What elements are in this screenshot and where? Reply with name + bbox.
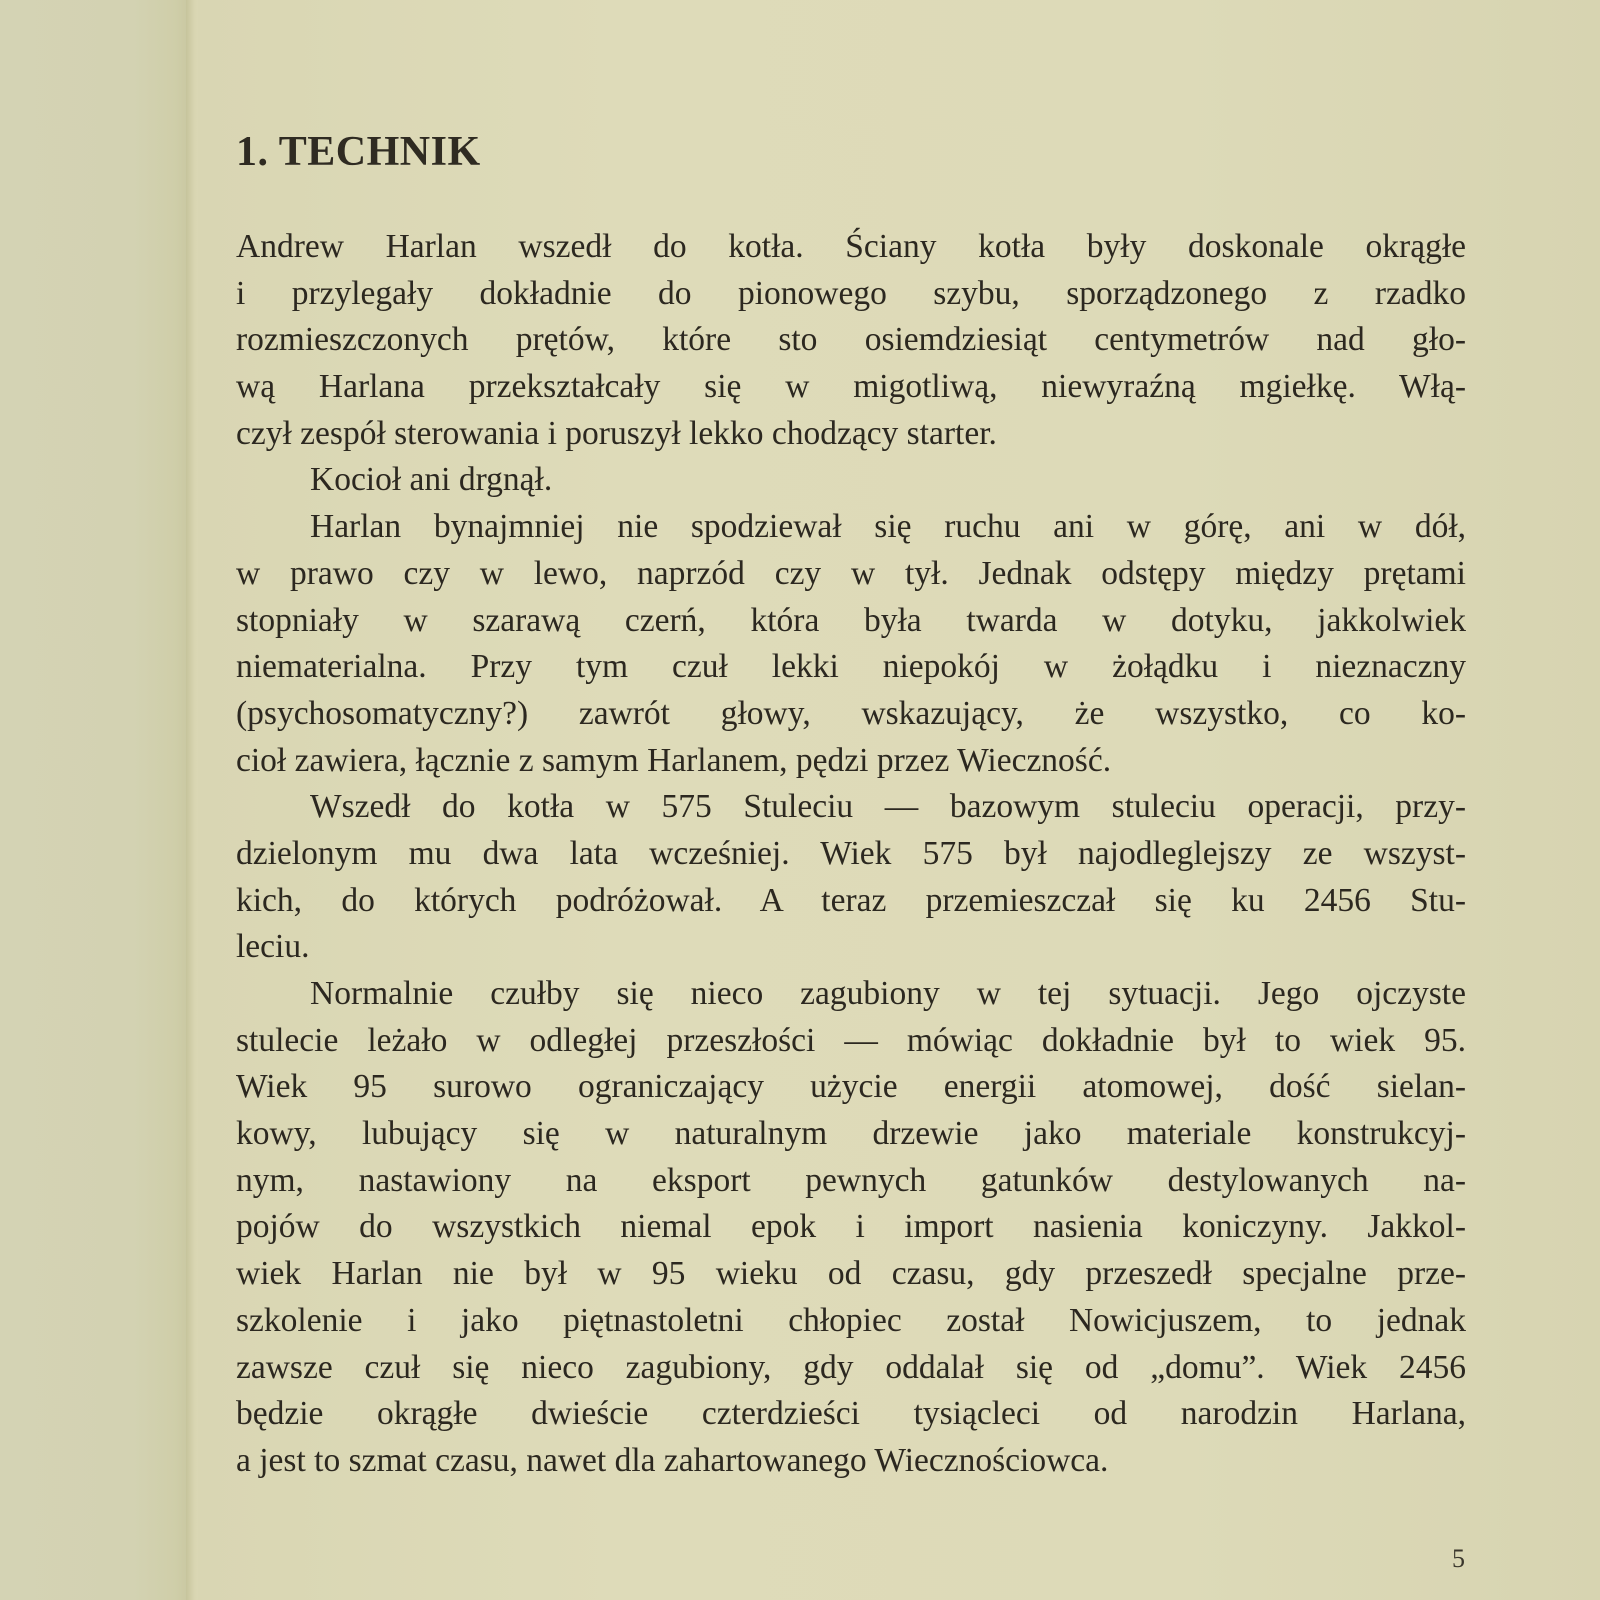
text-line: rozmieszczonych prętów, które sto osiemdziesiąt centymetrów nad gło-	[236, 321, 1466, 359]
text-line: kich, do których podróżował. A teraz przemieszczał się ku 2456 Stu-	[236, 881, 1466, 919]
text-line: niematerialna. Przy tym czuł lekki niepokój w żołądku i nieznaczny	[236, 648, 1466, 686]
text-line: zawsze czuł się nieco zagubiony, gdy oddalał się od „domu”. Wiek 2456	[236, 1348, 1466, 1386]
text-line: pojów do wszystkich niemal epok i import nasienia koniczyny. Jakkol-	[236, 1208, 1466, 1246]
text-line: Andrew Harlan wszedł do kotła. Ściany kotła były doskonale okrągłe	[236, 228, 1466, 265]
text-line: czył zespół sterowania i poruszył lekko chodzący starter.	[236, 414, 997, 452]
text-line: szkolenie i jako piętnastoletni chłopiec został Nowicjuszem, to jednak	[236, 1301, 1466, 1339]
text-line: stulecie leżało w odległej przeszłości — mówiąc dokładnie był to wiek 95.	[236, 1021, 1466, 1059]
text-line: stopniały w szarawą czerń, która była twarda w dotyku, jakkolwiek	[236, 601, 1466, 639]
page-number: 5	[1452, 1544, 1465, 1573]
chapter-title: 1. TECHNIK	[236, 129, 481, 175]
text-line: nym, nastawiony na eksport pewnych gatunków destylowanych na-	[236, 1161, 1466, 1199]
text-line: (psychosomatyczny?) zawrót głowy, wskazujący, że wszystko, co ko-	[236, 694, 1466, 732]
paragraph	[236, 457, 1466, 504]
body-text	[236, 224, 1466, 1485]
text-line: cioł zawiera, łącznie z samym Harlanem, pędzi przez Wieczność.	[236, 741, 1112, 779]
text-line: leciu.	[236, 928, 310, 966]
text-line: w prawo czy w lewo, naprzód czy w tył. Jednak odstępy między prętami	[236, 554, 1466, 592]
paragraph	[236, 784, 1466, 971]
text-line: kowy, lubujący się w naturalnym drzewie jako materiale konstrukcyj-	[236, 1115, 1466, 1153]
text-line: będzie okrągłe dwieście czterdzieści tysiącleci od narodzin Harlana,	[236, 1395, 1466, 1433]
text-line: wą Harlana przekształcały się w migotliwą, niewyraźną mgiełkę. Włą-	[236, 368, 1466, 406]
text-line: wiek Harlan nie był w 95 wieku od czasu, gdy przeszedł specjalne prze-	[236, 1255, 1466, 1293]
paragraph	[236, 224, 1466, 457]
text-line: Kocioł ani drgnął.	[310, 461, 553, 499]
paragraph	[236, 504, 1466, 784]
text-line: Wszedł do kotła w 575 Stuleciu — bazowym stuleciu operacji, przy-	[310, 788, 1466, 826]
text-line: Normalnie czułby się nieco zagubiony w tej sytuacji. Jego ojczyste	[310, 975, 1466, 1012]
text-line: a jest to szmat czasu, nawet dla zahartowanego Wiecznościowca.	[236, 1441, 1109, 1479]
text-line: Harlan bynajmniej nie spodziewał się ruchu ani w górę, ani w dół,	[310, 508, 1466, 546]
text-line: Wiek 95 surowo ograniczający użycie energii atomowej, dość sielan-	[236, 1068, 1466, 1106]
facing-page-edge	[0, 0, 190, 1600]
text-line: dzielonym mu dwa lata wcześniej. Wiek 575 był najodleglejszy ze wszyst-	[236, 834, 1466, 872]
text-line: i przylegały dokładnie do pionowego szybu, sporządzonego z rzadko	[236, 274, 1466, 312]
paragraph	[236, 971, 1466, 1485]
